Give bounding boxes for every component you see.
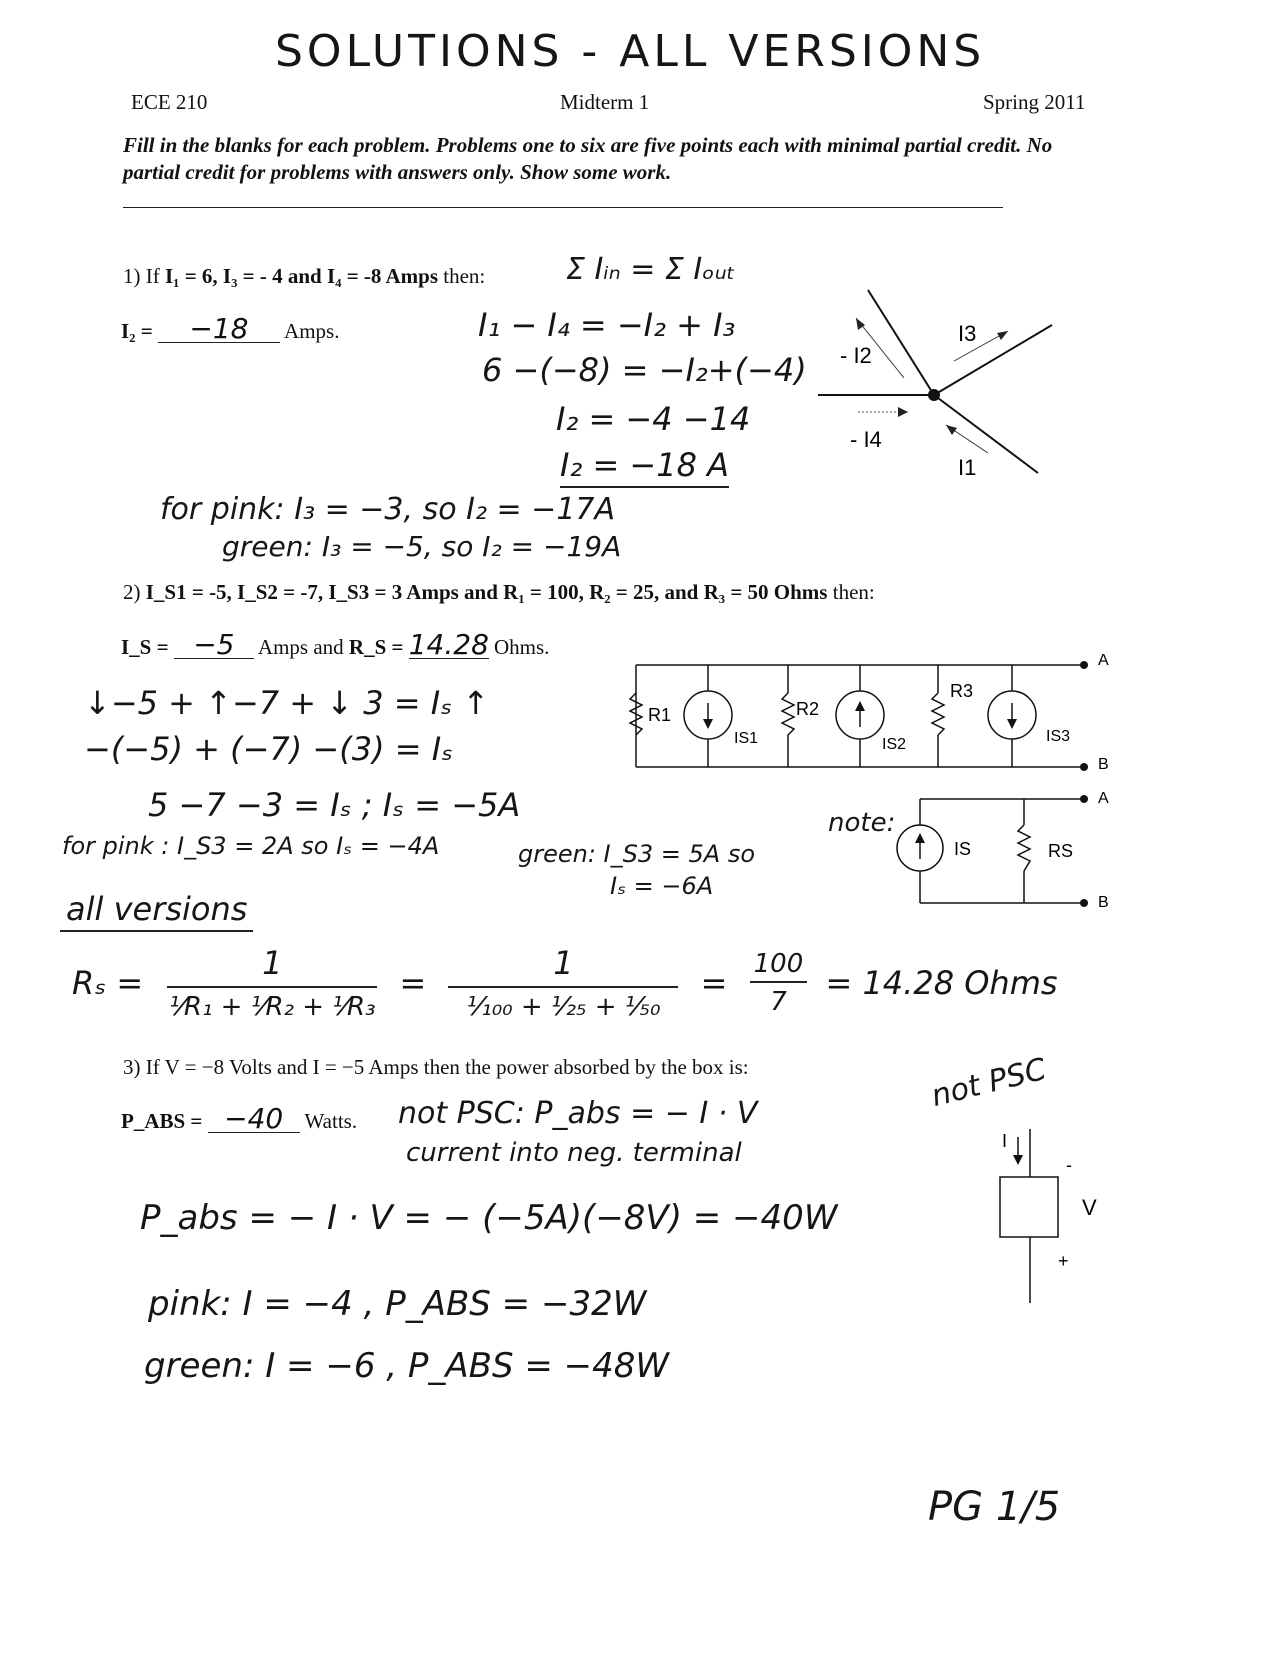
problem2-work-1: −(−5) + (−7) −(3) = Iₛ — [84, 730, 454, 768]
rs-eq-result: = 14.28 Ohms — [825, 964, 1058, 1002]
rs-frac-3-den: 7 — [770, 987, 787, 1017]
handwritten-title: SOLUTIONS - ALL VERSIONS — [275, 26, 986, 77]
problem3-prompt — [123, 1055, 749, 1080]
problem3-side-note: not PSC — [928, 1051, 1050, 1114]
problem3-note-1: not PSC: P_abs = − I · V — [398, 1096, 758, 1131]
label-v: V — [1082, 1195, 1097, 1220]
problem3-version-pink: pink: I = −4 , P_ABS = −32W — [148, 1284, 647, 1324]
rs-frac-2-den: ¹⁄₁₀₀ + ¹⁄₂₅ + ¹⁄₅₀ — [466, 992, 661, 1022]
problem1-work-2: 6 −(−8) = −I₂+(−4) — [482, 351, 807, 389]
problem3-work: P_abs = − I · V = − (−5A)(−8V) = −40W — [140, 1198, 838, 1238]
problem1-answer-unit: Amps. — [284, 319, 340, 343]
label-is: IS — [954, 839, 972, 859]
all-versions-label: all versions — [60, 890, 253, 932]
problem2-rs-label: R_S = — [348, 635, 404, 659]
problem3-prompt-text: If V = −8 Volts and I = −5 Amps then the power absorbed by the box is: — [145, 1055, 749, 1079]
problem3-answer-label: P_ABS = — [121, 1109, 203, 1133]
header-divider — [123, 207, 1003, 208]
terminal-a-bottom: A — [1098, 790, 1109, 807]
problem1-work-1: I₁ − I₄ = −I₂ + I₃ — [478, 306, 736, 344]
label-rs: RS — [1048, 841, 1074, 861]
problem3-note-2: current into neg. terminal — [406, 1138, 742, 1168]
problem1-answer-value[interactable]: −18 — [158, 316, 280, 343]
page-number: PG 1/5 — [928, 1484, 1061, 1530]
label-is1: IS1 — [734, 730, 759, 747]
problem1-answer — [121, 312, 340, 345]
course-label: ECE 210 — [131, 90, 208, 114]
problem2-note: note: — [828, 808, 896, 838]
terminal-b-bottom: B — [1098, 894, 1109, 911]
problem3-number: 3) — [123, 1055, 141, 1079]
problem1-work-0: Σ Iᵢₙ = Σ Iₒᵤₜ — [566, 252, 736, 287]
node-diagram — [812, 285, 1072, 495]
problem2-given: I_S1 = -5, I_S2 = -7, I_S3 = 3 Amps and R₁ = 100, R₂ = 25, and R₃ = 50 Ohms — [145, 580, 828, 604]
rs-equation: Rₛ = $\frac{1}{\text{¹⁄R₁ + ¹⁄R₂ + ¹⁄R₃}}$ = $\frac{1}{\text{¹⁄₁₀₀ + ¹⁄₂₅ + ¹⁄₅₀}}$ = $\frac{100}{7}$ = 14.28 Ohms — [72, 944, 1058, 1022]
label-is2: IS2 — [882, 736, 907, 753]
problem2-rs-value[interactable]: 14.28 — [408, 628, 489, 661]
label-is3: IS3 — [1046, 728, 1071, 745]
resistor-rs — [1018, 825, 1030, 871]
branch-i2 — [868, 290, 934, 395]
node-dot — [928, 389, 940, 401]
label-minus: - — [1066, 1155, 1072, 1175]
rs-eq-lhs: Rₛ = — [72, 964, 144, 1002]
problem1-answer-label: I₂ = — [121, 319, 153, 343]
problem2-prompt-post: then: — [827, 580, 875, 604]
problem1-number: 1) — [123, 264, 141, 288]
problem1-version-pink: for pink: I₃ = −3, so I₂ = −17A — [160, 492, 616, 527]
problem3-version-green: green: I = −6 , P_ABS = −48W — [144, 1346, 670, 1386]
problem2-is-unit: Amps and — [257, 635, 344, 659]
rs-frac-3 — [750, 949, 808, 1017]
label-r2: R2 — [796, 699, 820, 719]
terminal-b-top: B — [1098, 756, 1109, 773]
problem2-work-0: ↓−5 + ↑−7 + ↓ 3 = Iₛ ↑ — [84, 684, 490, 722]
rs-frac-1 — [167, 944, 377, 1022]
rs-frac-1-den: ¹⁄R₁ + ¹⁄R₂ + ¹⁄R₃ — [169, 992, 376, 1022]
term-label: Spring 2011 — [983, 90, 1086, 114]
rs-frac-2 — [448, 944, 678, 1022]
problem2-version-green: green: I_S3 = 5A so — [518, 840, 756, 868]
problem2-work-2: 5 −7 −3 = Iₛ ; Iₛ = −5A — [148, 786, 521, 824]
parallel-circuit — [620, 645, 1120, 915]
branch-i3 — [934, 325, 1052, 395]
problem3-answer-value[interactable]: −40 — [208, 1106, 300, 1133]
problem2-is-label: I_S = — [121, 635, 169, 659]
label-i4: - I4 — [850, 427, 882, 452]
instructions: Fill in the blanks for each problem. Problems one to six are five points each with minimal partial credit. No partial credit for problems with answers only. Show some work. — [123, 133, 1053, 184]
label-i: I — [1002, 1131, 1008, 1151]
rs-frac-2-num: 1 — [448, 944, 678, 988]
problem1-prompt-pre: If — [145, 264, 165, 288]
problem3-answer-unit: Watts. — [304, 1109, 358, 1133]
rs-frac-1-num: 1 — [167, 944, 377, 988]
branch-i1 — [934, 395, 1038, 473]
resistor-r2 — [782, 693, 794, 735]
label-i2: - I2 — [840, 343, 872, 368]
problem1-version-green: green: I₃ = −5, so I₂ = −19A — [222, 530, 622, 563]
problem1-prompt — [123, 264, 485, 289]
problem2-is-value[interactable]: −5 — [174, 632, 254, 659]
problem1-work-3: I₂ = −4 −14 — [556, 400, 751, 438]
box-diagram — [990, 1125, 1110, 1310]
label-i3: I3 — [958, 321, 977, 346]
problem2-prompt — [123, 580, 875, 605]
label-r3: R3 — [950, 681, 974, 701]
problem2-version-pink: for pink : I_S3 = 2A so Iₛ = −4A — [62, 832, 440, 860]
problem1-work-4: I₂ = −18 A — [560, 446, 729, 488]
problem3-answer — [121, 1102, 358, 1135]
terminal-a-top: A — [1098, 652, 1109, 669]
box-element — [1000, 1177, 1058, 1237]
problem2-answer — [121, 628, 550, 661]
label-plus: + — [1058, 1251, 1069, 1271]
problem1-given: I₁ = 6, I₃ = - 4 and I₄ = -8 Amps — [165, 264, 438, 288]
problem2-number: 2) — [123, 580, 141, 604]
exam-label: Midterm 1 — [560, 90, 650, 114]
label-r1: R1 — [648, 705, 672, 725]
resistor-r3 — [932, 693, 944, 735]
problem2-version-green-result: Iₛ = −6A — [610, 872, 714, 900]
problem2-rs-unit: Ohms. — [493, 635, 550, 659]
rs-frac-3-num: 100 — [750, 949, 808, 983]
problem1-prompt-post: then: — [438, 264, 486, 288]
label-i1: I1 — [958, 455, 977, 480]
